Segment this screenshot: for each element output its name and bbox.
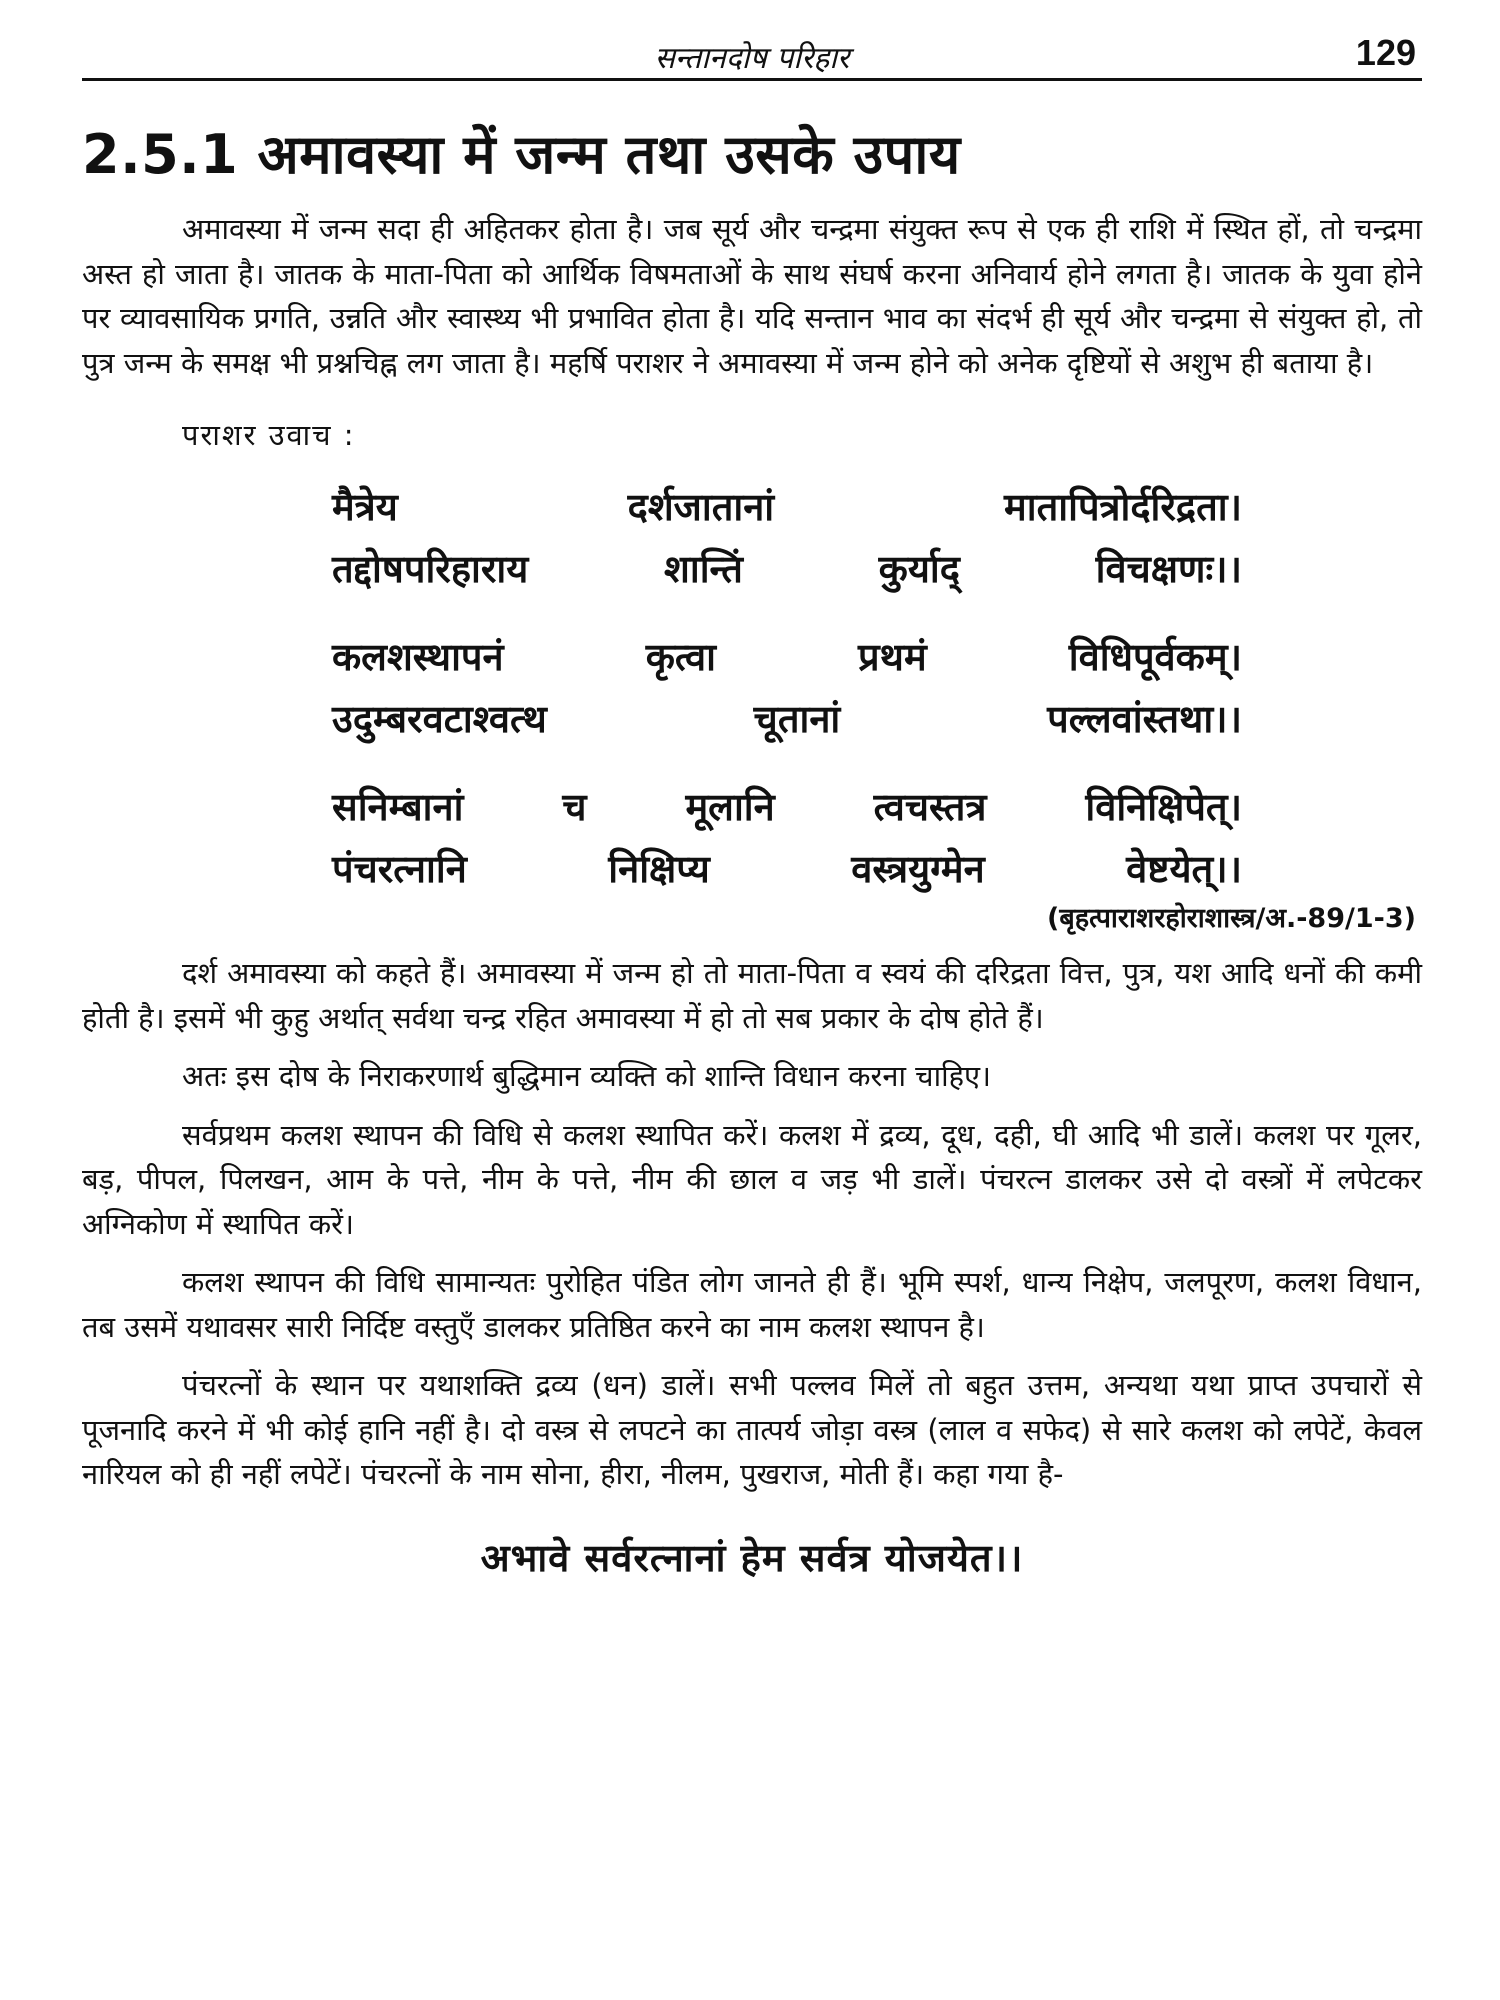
intro-paragraph: अमावस्या में जन्म सदा ही अहितकर होता है। जब सूर्य और चन्द्रमा संयुक्त रूप से एक ही राशि में स्थित हों, तो चन्द्रमा अस्त हो जाता है। जातक के माता-पिता को आर्थिक विषमताओं के साथ संघर्ष करना अनिवार्य होने लगता है। जातक के युवा होने पर व्यावसायिक प्रगति, उन्नति और स्वास्थ्य भी प्रभावित होता है। यदि सन्तान भाव का संदर्भ ही सूर्य और चन्द्रमा से संयुक्त हो, तो पुत्र जन्म के समक्ष भी प्रश्नचिह्न लग जाता है। महर्षि पराशर ने अमावस्या में जन्म होने को अनेक दृष्टियों से अशुभ ही बताया है। <box>82 212 1422 380</box>
paragraph: कलश स्थापन की विधि सामान्यतः पुरोहित पंडित लोग जानते ही हैं। भूमि स्पर्श, धान्य निक्षेप, जलपूरण, कलश विधान, तब उसमें यथावसर सारी निर्दिष्ट वस्तुएँ डालकर प्रतिष्ठित करने का नाम कलश स्थापन है। <box>82 1265 1422 1344</box>
verse-line: तद्दोषपरिहाराय शान्तिं कुर्याद् विचक्षणः।। <box>332 547 1242 591</box>
verse-block-2 <box>332 626 1242 750</box>
verse-citation: (बृहत्पाराशरहोराशास्त्र/अ.-89/1-3) <box>1047 903 1416 934</box>
verse-line: पंचरत्नानि निक्षिप्य वस्त्रयुग्मेन वेष्टयेत्।। <box>332 847 1242 891</box>
verse-line: सनिम्बानां च मूलानि त्वचस्तत्र विनिक्षिपेत्। <box>332 785 1242 829</box>
paragraph: पंचरत्नों के स्थान पर यथाशक्ति द्रव्य (धन) डालें। सभी पल्लव मिलें तो बहुत उत्तम, अन्यथा यथा प्राप्त उपचारों से पूजनादि करने में भी कोई हानि नहीं है। दो वस्त्र से लपटने का तात्पर्य जोड़ा वस्त्र (लाल व सफेद) से सारे कलश को लपेटें, केवल नारियल को ही नहीं लपेटें। पंचरत्नों के नाम सोना, हीरा, नीलम, पुखराज, मोती हैं। कहा गया है- <box>82 1368 1422 1491</box>
verse-block-3 <box>332 776 1242 900</box>
shloka-verses <box>332 476 1242 900</box>
running-title: सन्तानदोष परिहार <box>654 41 850 76</box>
paragraph: दर्श अमावस्या को कहते हैं। अमावस्या में जन्म हो तो माता-पिता व स्वयं की दरिद्रता वित्त, पुत्र, यश आदि धनों की कमी होती है। इसमें भी कुहु अर्थात् सर्वथा चन्द्र रहित अमावस्या में हो तो सब प्रकार के दोष होते हैं। <box>82 956 1422 1035</box>
book-page <box>82 30 1422 1583</box>
paragraph: सर्वप्रथम कलश स्थापन की विधि से कलश स्थापित करें। कलश में द्रव्य, दूध, दही, घी आदि भी डालें। कलश पर गूलर, बड़, पीपल, पिलखन, आम के पत्ते, नीम के पत्ते, नीम की छाल व जड़ भी डालें। पंचरत्न डालकर उसे दो वस्त्रों में लपेटकर अग्निकोण में स्थापित करें। <box>82 1117 1422 1241</box>
running-header <box>82 30 1422 81</box>
paragraph: अतः इस दोष के निराकरणार्थ बुद्धिमान व्यक्ति को शान्ति विधान करना चाहिए। <box>182 1059 992 1093</box>
closing-verse: अभावे सर्वरत्नानां हेम सर्वत्र योजयेत।। <box>480 1535 1024 1580</box>
speaker-label: पराशर उवाच : <box>182 418 356 452</box>
verse-line: कलशस्थापनं कृत्वा प्रथमं विधिपूर्वकम्। <box>332 635 1242 679</box>
section-heading: 2.5.1 अमावस्या में जन्म तथा उसके उपाय <box>82 123 961 186</box>
verse-line: मैत्रेय दर्शजातानां मातापित्रोर्दरिद्रता। <box>332 485 1242 529</box>
verse-line: उदुम्बरवटाश्वत्थ चूतानां पल्लवांस्तथा।। <box>332 697 1242 741</box>
verse-block-1 <box>332 476 1242 600</box>
page-number: 129 <box>1355 32 1416 73</box>
